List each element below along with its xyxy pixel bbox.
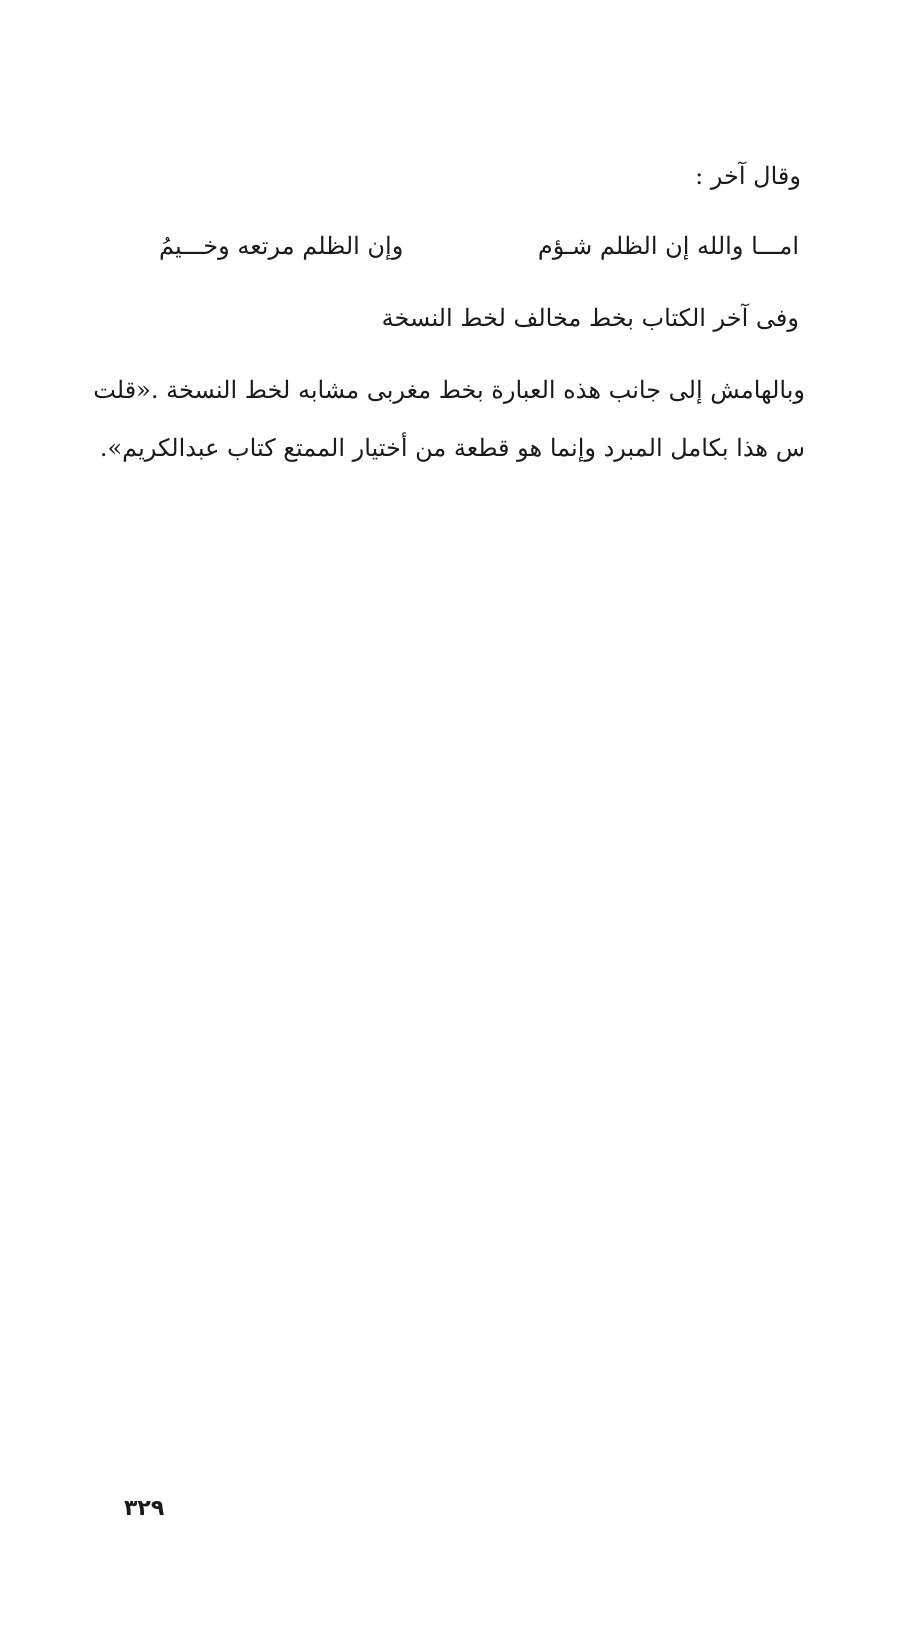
verse-line: [159, 232, 799, 261]
margin-note-line-1: وبالهامش إلى جانب هذه العبارة بخط مغربى مشابه لخط النسخة .«قلت: [93, 376, 805, 404]
verse-first-hemistich: امـــا والله إن الظلم شـؤم: [537, 232, 799, 260]
verse-second-hemistich: وإن الظلم مرتعه وخـــيمُ: [159, 232, 404, 260]
colophon-line: وفى آخر الكتاب بخط مخالف لخط النسخة: [381, 304, 799, 332]
page-number: ٣٢٩: [124, 1496, 165, 1521]
margin-note-line-2: س هذا بكامل المبرد وإنما هو قطعة من أختيار الممتع كتاب عبدالكريم».: [99, 434, 805, 462]
intro-line: وقال آخر :: [695, 162, 801, 190]
